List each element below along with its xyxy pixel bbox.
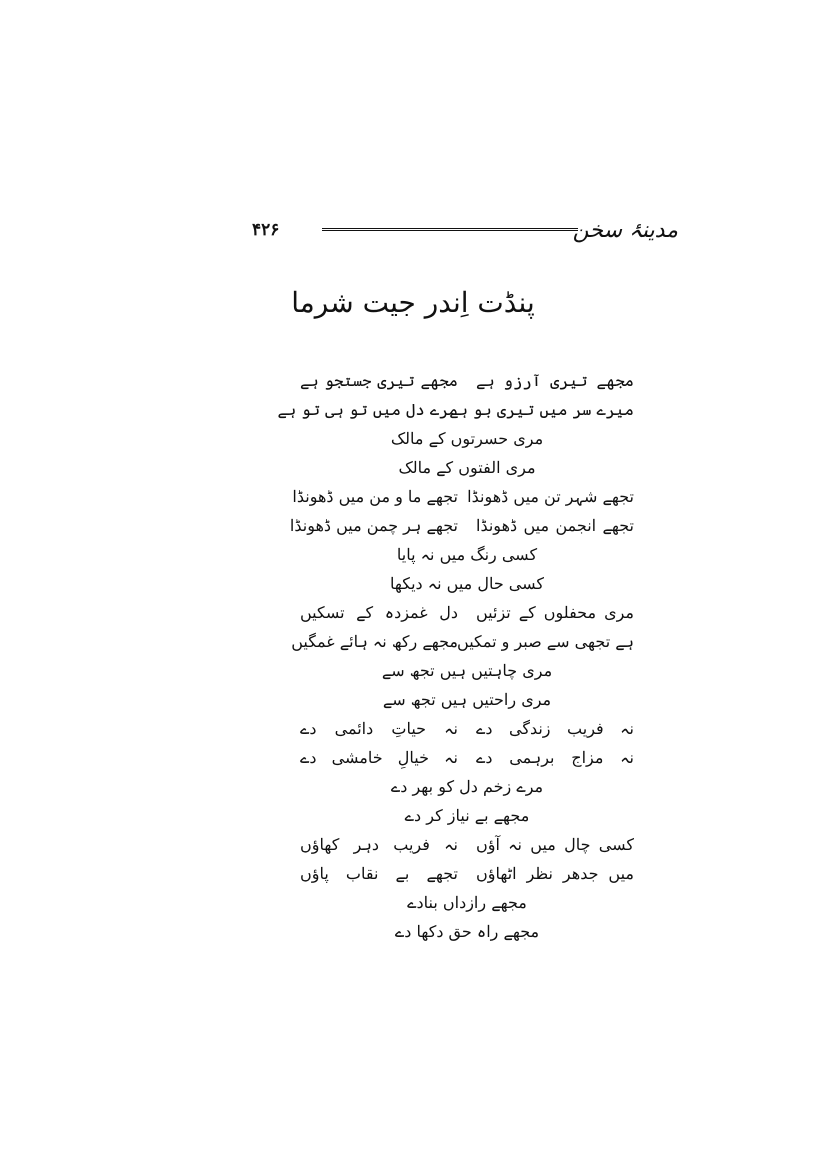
misra-first: ہے تجھی سے صبر و تمکیں	[457, 632, 634, 651]
misra-second: مجھے رکھ نہ ہائے غمگیں	[291, 632, 458, 651]
misra-first: کسی چال میں نہ آؤں	[476, 835, 634, 854]
misra-first: مجھے تیری آرزو ہے	[476, 371, 634, 390]
refrain-text: مجھے رازداں بنادے	[407, 893, 527, 912]
poem-couplet	[300, 714, 634, 743]
poem-refrain	[300, 888, 634, 917]
misra-first: میرے سر میں تیری بو ہے	[449, 400, 634, 419]
misra-second: نہ حیاتِ دائمی دے	[300, 719, 458, 738]
misra-second: تجھے ما و من میں ڈھونڈا	[292, 487, 458, 506]
poem-couplet	[300, 859, 634, 888]
poem-refrain	[300, 656, 634, 685]
refrain-text: کسی حال میں نہ دیکھا	[389, 574, 545, 593]
misra-second: دل غمزدہ کے تسکیں	[300, 603, 458, 622]
poem-refrain	[300, 917, 634, 946]
refrain-text: مری راحتیں ہیں تجھ سے	[382, 690, 552, 709]
poem-couplet	[292, 482, 634, 511]
poem-couplet	[300, 598, 634, 627]
poem-couplet	[300, 366, 634, 395]
refrain-text: کسی رنگ میں نہ پایا	[396, 545, 538, 564]
poet-name: پنڈت اِندر جیت شرما	[291, 286, 535, 319]
poem-couplet	[289, 511, 634, 540]
misra-first: نہ مزاج برہمی دے	[476, 748, 634, 767]
misra-second: مرے دل میں تو ہی تو ہے	[277, 400, 458, 419]
refrain-text: مجھے راہ حق دکھا دے	[394, 922, 540, 941]
misra-first: میں جدھر نظر اٹھاؤں	[476, 864, 634, 883]
poem-couplet	[300, 830, 634, 859]
misra-first: تجھے انجمن میں ڈھونڈا	[476, 516, 634, 535]
poem-refrain	[300, 424, 634, 453]
misra-second: نہ خیالِ خامشی دے	[300, 748, 458, 767]
header-rule	[322, 228, 578, 231]
refrain-text: مری الفتوں کے مالک	[398, 458, 536, 477]
poem-couplet	[291, 627, 634, 656]
misra-first: تجھے شہر تن میں ڈھونڈا	[467, 487, 634, 506]
poem-refrain	[300, 453, 634, 482]
misra-first: نہ فریب زندگی دے	[476, 719, 634, 738]
poem-refrain	[300, 540, 634, 569]
poem-refrain	[300, 569, 634, 598]
misra-second: تجھے بے نقاب پاؤں	[300, 864, 458, 883]
misra-second: تجھے ہر چمن میں ڈھونڈا	[289, 516, 458, 535]
poem-refrain	[300, 801, 634, 830]
book-title: مدینۂ سخن	[572, 218, 678, 243]
misra-second: نہ فریب دہر کھاؤں	[300, 835, 458, 854]
page-header	[0, 218, 826, 248]
page-number: ۴۲۶	[252, 220, 280, 240]
poem-couplet	[277, 395, 634, 424]
refrain-text: مرے زخم دل کو بھر دے	[390, 777, 544, 796]
poem-couplet	[300, 743, 634, 772]
misra-first: مری محفلوں کے تزئیں	[476, 603, 634, 622]
misra-second: مجھے تیری جستجو ہے	[300, 371, 458, 390]
poem-refrain	[300, 772, 634, 801]
refrain-text: مری حسرتوں کے مالک	[390, 429, 544, 448]
refrain-text: مجھے بے نیاز کر دے	[404, 806, 530, 825]
poem	[277, 366, 634, 946]
poem-refrain	[300, 685, 634, 714]
refrain-text: مری چاہتیں ہیں تجھ سے	[381, 661, 553, 680]
